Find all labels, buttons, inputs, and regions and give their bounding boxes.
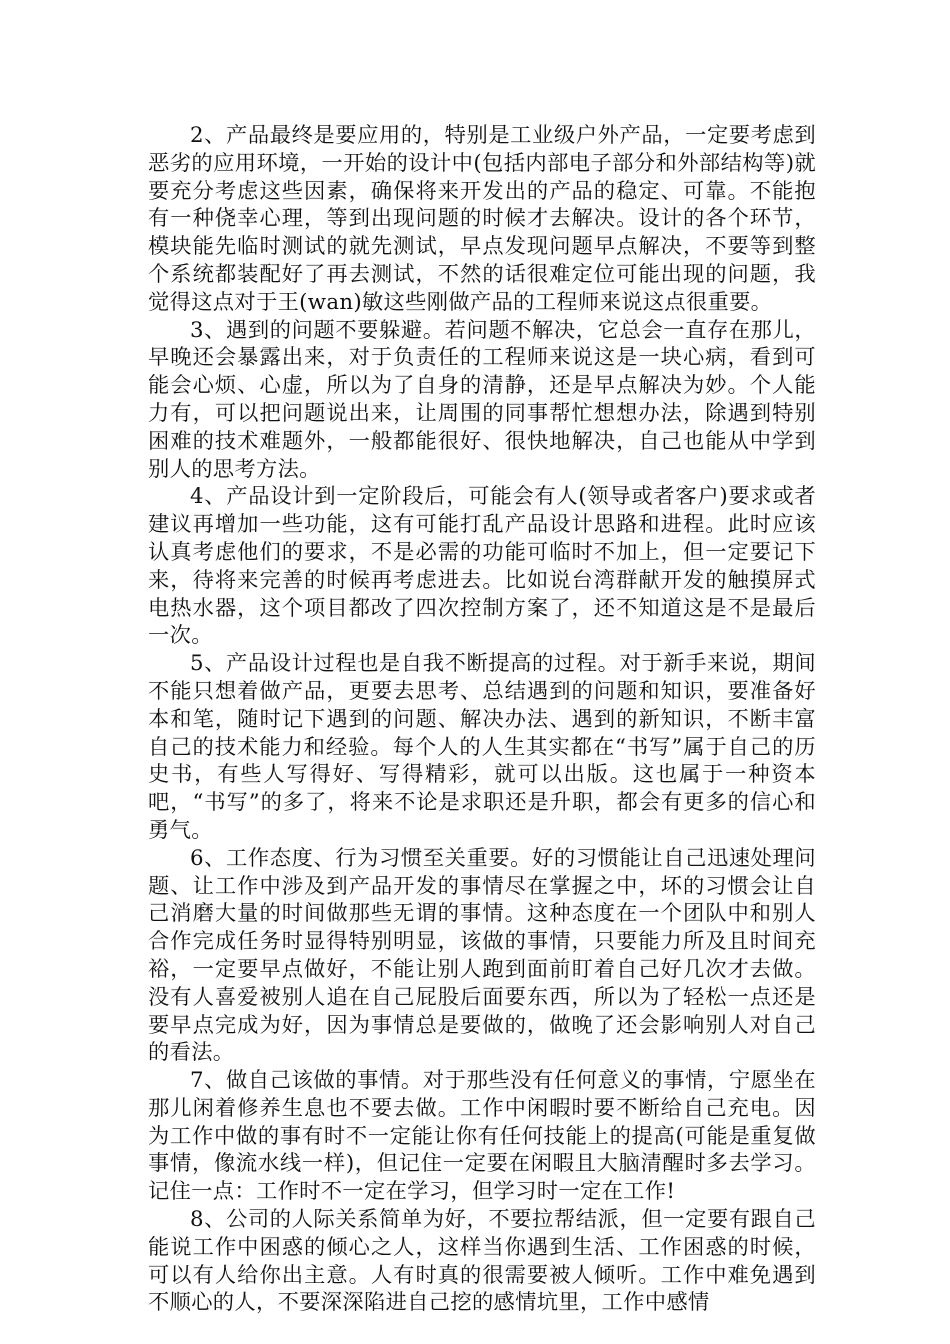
paragraph-3: 3、遇到的问题不要躲避。若问题不解决，它总会一直存在那儿，早晚还会暴露出来，对于负责任的工程师来说这是一块心病，看到可能会心烦、心虚，所以为了自身的清静，还是早点解决为妙。个人能力有，可以把问题说出来，让周围的同事帮忙想想办法，除遇到特别困难的技术难题外，一般都能很好、很快地解决，自己也能从中学到别人的思考方法。 xyxy=(148,317,816,482)
paragraph-4: 4、产品设计到一定阶段后，可能会有人(领导或者客户)要求或者建议再增加一些功能，这有可能打乱产品设计思路和进程。此时应该认真考虑他们的要求，不是必需的功能可临时不加上，但一定要记下来，待将来完善的时候再考虑进去。比如说台湾群献开发的触摸屏式电热水器，这个项目都改了四次控制方案了，还不知道这是不是最后一次。 xyxy=(148,484,816,649)
paragraph-6: 6、工作态度、行为习惯至关重要。好的习惯能让自己迅速处理问题、让工作中涉及到产品开发的事情尽在掌握之中，坏的习惯会让自己消磨大量的时间做那些无谓的事情。这种态度在一个团队中和别人合作完成任务时显得特别明显，该做的事情，只要能力所及且时间充裕，一定要早点做好，不能让别人跑到面前盯着自己好几次才去做。没有人喜爱被别人追在自己屁股后面要东西，所以为了轻松一点还是要早点完成为好，因为事情总是要做的，做晚了还会影响别人对自己的看法。 xyxy=(148,845,816,1066)
paragraph-7: 7、做自己该做的事情。对于那些没有任何意义的事情，宁愿坐在那儿闲着修养生息也不要去做。工作中闲暇时要不断给自己充电。因为工作中做的事有时不一定能让你有任何技能上的提高(可能是重复做事情，像流水线一样)，但记住一定要在闲暇且大脑清醒时多去学习。记住一点：工作时不一定在学习，但学习时一定在工作! xyxy=(148,1068,816,1205)
document-body xyxy=(148,122,816,1317)
paragraph-8: 8、公司的人际关系简单为好，不要拉帮结派，但一定要有跟自己能说工作中困惑的倾心之人，这样当你遇到生活、工作困惑的时候，可以有人给你出主意。人有时真的很需要被人倾听。工作中难免遇到不顺心的人，不要深深陷进自己挖的感情坑里，工作中感情 xyxy=(148,1207,816,1316)
paragraph-2: 2、产品最终是要应用的，特别是工业级户外产品，一定要考虑到恶劣的应用环境，一开始的设计中(包括内部电子部分和外部结构等)就要充分考虑这些因素，确保将来开发出的产品的稳定、可靠。不能抱有一种侥幸心理，等到出现问题的时候才去解决。设计的各个环节，模块能先临时测试的就先测试，早点发现问题早点解决，不要等到整个系统都装配好了再去测试，不然的话很难定位可能出现的问题，我觉得这点对于王(wan)敏这些刚做产品的工程师来说这点很重要。 xyxy=(148,123,816,315)
paragraph-5: 5、产品设计过程也是自我不断提高的过程。对于新手来说，期间不能只想着做产品，更要去思考、总结遇到的问题和知识，要准备好本和笔，随时记下遇到的问题、解决办法、遇到的新知识，不断丰富自己的技术能力和经验。每个人的人生其实都在“书写”属于自己的历史书，有些人写得好、写得精彩，就可以出版。这也属于一种资本吧，“书写”的多了，将来不论是求职还是升职，都会有更多的信心和勇气。 xyxy=(148,651,816,843)
